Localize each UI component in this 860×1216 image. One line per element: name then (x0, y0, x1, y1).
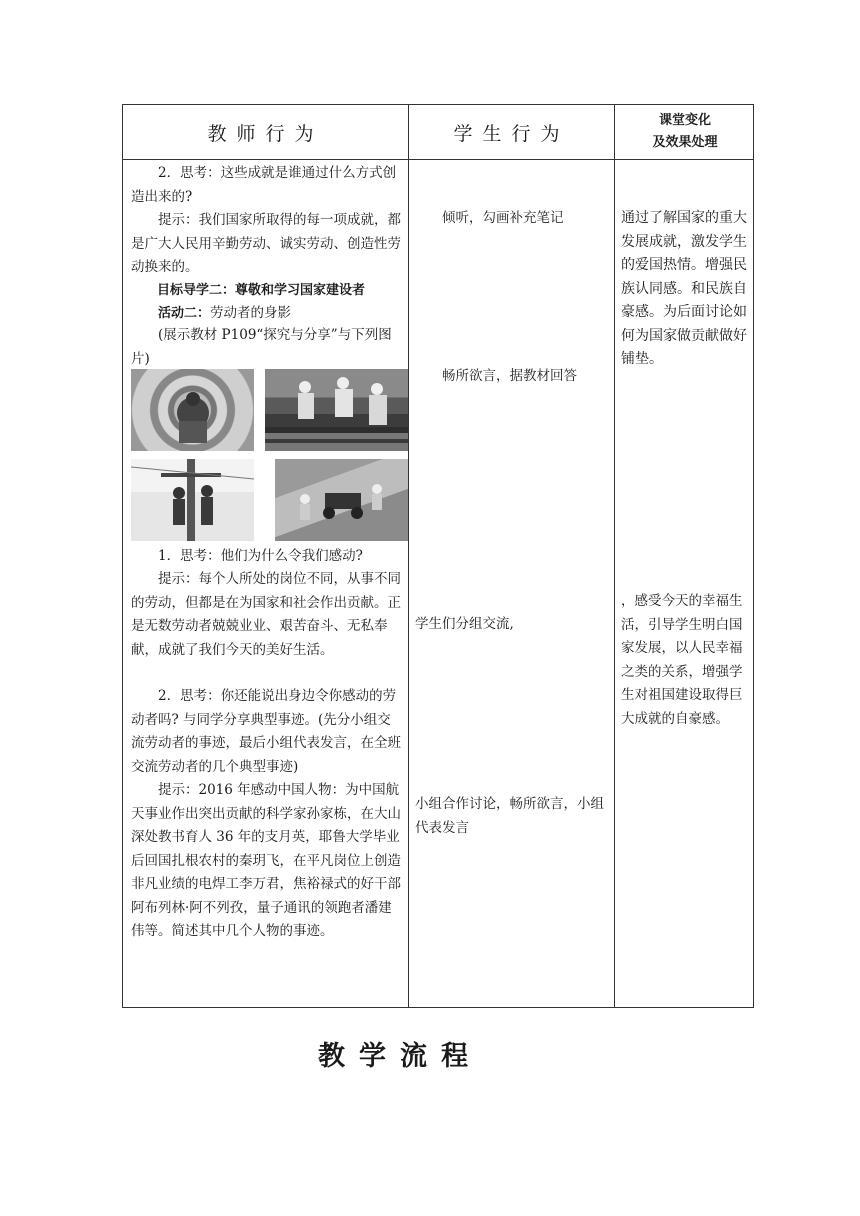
section-title: 教学流程 (318, 1041, 482, 1072)
student-action-4: 小组合作讨论，畅所欲言，小组代表发言 (415, 796, 604, 836)
activity-label: 活动二： (158, 306, 211, 321)
teacher-hint-3: 提示：2016 年感动中国人物：为中国航天事业作出突出贡献的科学家孙家栋，在大山深处教书育人 36 年的支月英，耶鲁大学毕业后回国扎根农村的秦玥飞，在平凡岗位上创造非凡业绩的电焊工李万君，焦裕禄式的好干部阿布列林·阿不列孜，量子通讯的领跑者潘建伟等。简述其中几个人物的事迹。 (131, 782, 401, 939)
header-effect-line2: 及效果处理 (652, 135, 718, 150)
column-divider (614, 105, 615, 1007)
header-student: 学生行为 (453, 122, 570, 145)
teacher-think-touched: 1．思考：他们为什么令我们感动? (158, 548, 363, 564)
header-effect-line1: 课堂变化 (658, 113, 711, 128)
lesson-table (122, 104, 754, 1008)
student-action-3: 学生们分组交流, (415, 616, 514, 632)
teacher-goal-2: 目标导学二：尊敬和学习国家建设者 (157, 283, 366, 298)
railway-workers-photo (265, 369, 408, 451)
student-action-1: 倾听，勾画补充笔记 (442, 210, 564, 226)
farm-workers-photo (275, 459, 408, 541)
teacher-hint-2: 提示：每个人所处的岗位不同，从事不同的劳动，但都是在为国家和社会作出贡献。正是无数劳动者兢兢业业、艰苦奋斗、无私奉献，成就了我们今天的美好生活。 (131, 571, 401, 658)
column-divider (408, 105, 409, 1007)
header-effect (615, 105, 755, 159)
teacher-think-1: 2．思考：这些成就是谁通过什么方式创造出来的? (131, 165, 397, 205)
effect-2: ，感受今天的幸福生活，引导学生明白国家发展，以人民幸福之类的关系，增强学生对祖国建设取得巨大成就的自豪感。 (621, 593, 743, 727)
header-teacher: 教师行为 (207, 122, 324, 145)
student-action-2: 畅所欲言，据教材回答 (442, 368, 577, 384)
electric-pole-workers-photo (131, 459, 254, 541)
teacher-activity-2 (131, 302, 403, 326)
teacher-think-share: 2．思考：你还能说出身边令你感动的劳动者吗? 与同学分享典型事迹。(先分小组交流劳动者的事迹，最后小组代表发言，在全班交流劳动者的几个典型事迹) (131, 688, 401, 775)
effect-1: 通过了解国家的重大发展成就，激发学生的爱国热情。增强民族认同感。和民族自豪感。为后面讨论如何为国家做贡献做好铺垫。 (621, 210, 747, 367)
header-divider (123, 159, 753, 160)
teacher-hint-1: 提示：我们国家所取得的每一项成就，都是广大人民用辛勤劳动、诚实劳动、创造性劳动换来的。 (131, 212, 401, 275)
activity-title: 劳动者的身影 (210, 305, 292, 321)
tunnel-workers-photo (131, 369, 254, 451)
teacher-show-material: (展示教材 P109“探究与分享”与下列图片) (131, 327, 392, 367)
